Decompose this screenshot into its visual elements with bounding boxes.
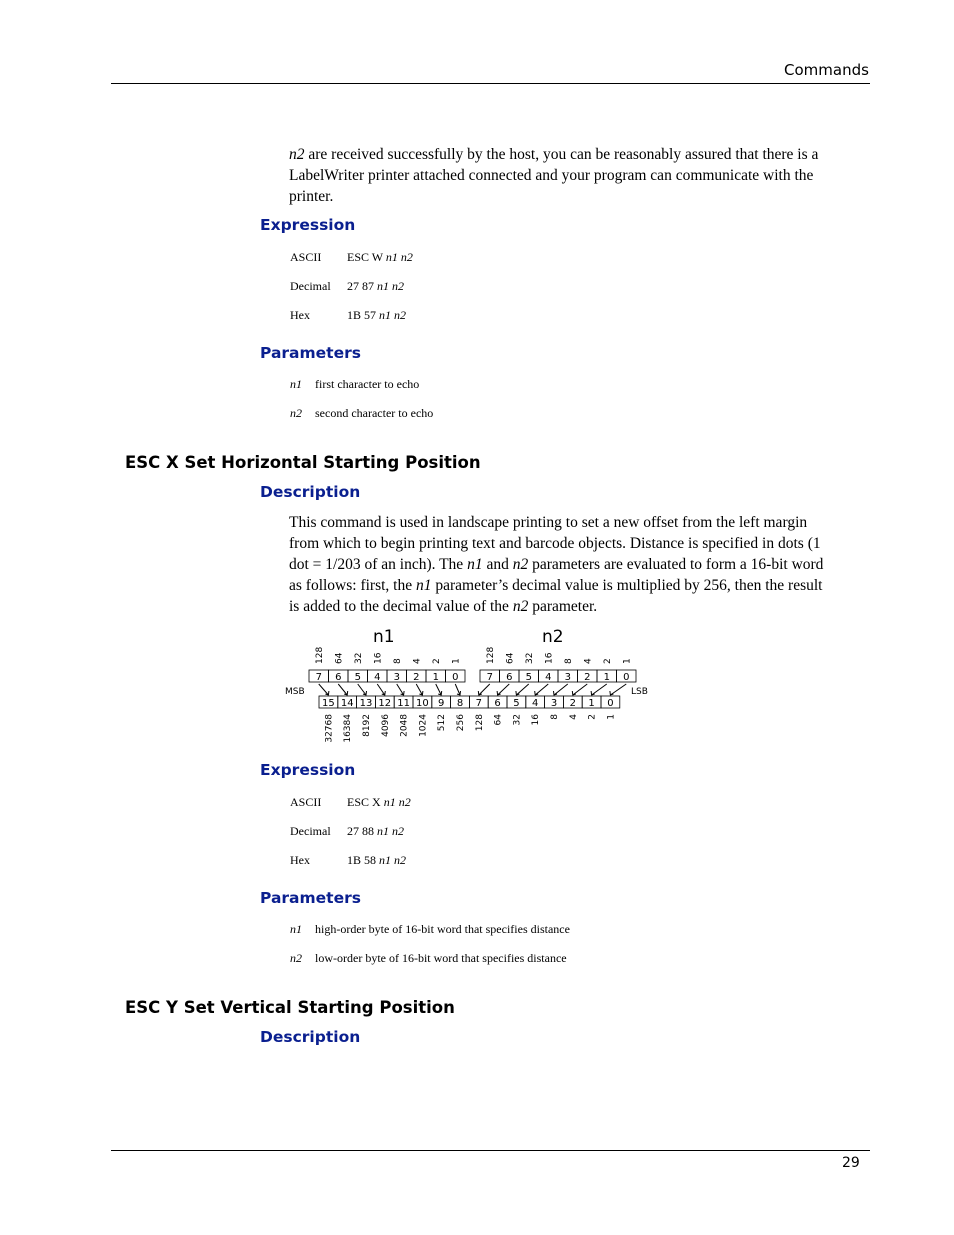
byte-weight-label: 1 xyxy=(622,658,633,664)
byte-weight-label: 128 xyxy=(314,646,325,664)
word-bit-label: 1 xyxy=(588,698,595,709)
intro-line-1-rest: are received successfully by the host, you can be reasonably assured that there is a xyxy=(304,146,819,163)
expr-args: n1 n2 xyxy=(379,853,407,867)
intro-line-1 xyxy=(289,144,849,165)
bit-mapping-arrow xyxy=(319,684,329,695)
esc-w-param-row-n2 xyxy=(290,406,433,421)
expr-args: n1 n2 xyxy=(379,308,407,322)
word-weight-label: 64 xyxy=(493,714,504,726)
word-bit-label: 12 xyxy=(378,698,392,709)
byte-weight-label: 2 xyxy=(431,658,442,664)
diagram-n2-label: n2 xyxy=(542,627,564,647)
byte-bit-label: 3 xyxy=(564,672,571,683)
bit-word-diagram xyxy=(280,622,660,747)
word-bit-label: 4 xyxy=(532,698,539,709)
word-weight-label: 32 xyxy=(512,714,523,726)
esc-w-parameters-heading: Parameters xyxy=(260,344,361,362)
word-weight-label: 256 xyxy=(456,714,466,732)
esc-w-expr-row-ascii xyxy=(290,250,413,265)
bit-mapping-arrow xyxy=(479,684,490,695)
word-bit-label: 0 xyxy=(607,698,614,709)
byte-bit-label: 2 xyxy=(413,672,420,683)
word-weight-label: 32768 xyxy=(324,714,335,743)
word-bit-label: 8 xyxy=(456,698,464,709)
param-desc: second character to echo xyxy=(315,406,434,420)
byte-weight-label: 128 xyxy=(485,646,496,664)
word-weight-label: 512 xyxy=(437,714,448,732)
intro-lead-var: n2 xyxy=(289,146,305,163)
esc-x-desc-line-1: This command is used in landscape printing to set a new offset from the left margin xyxy=(289,514,808,531)
expr-label: Hex xyxy=(290,853,310,867)
expr-label: ASCII xyxy=(290,250,322,264)
bit-mapping-arrow xyxy=(377,684,385,695)
esc-x-expr-row-decimal xyxy=(290,824,404,839)
param-name: n1 xyxy=(290,377,302,391)
bit-mapping-arrow xyxy=(516,684,528,695)
byte-weight-label: 16 xyxy=(373,652,384,664)
expr-value: 1B 57 xyxy=(347,308,377,322)
word-weight-label: 4 xyxy=(568,714,579,720)
bit-mapping-arrow xyxy=(338,684,347,695)
desc-text: dot = 1/203 of an inch). The xyxy=(289,556,468,573)
param-name: n2 xyxy=(290,406,302,420)
byte-weight-label: 32 xyxy=(524,652,535,664)
word-weight-label: 128 xyxy=(474,714,485,732)
esc-x-parameters-heading: Parameters xyxy=(260,889,361,907)
word-bit-label: 3 xyxy=(550,698,558,709)
esc-x-param-row-n2 xyxy=(290,951,567,966)
word-bit-label: 13 xyxy=(359,698,373,709)
expr-value: 27 88 xyxy=(347,824,374,838)
byte-bit-label: 0 xyxy=(623,672,630,683)
word-weight-label: 8192 xyxy=(362,714,372,737)
desc-var: n1 xyxy=(467,556,483,573)
byte-weight-label: 64 xyxy=(505,652,516,664)
expr-value: 27 87 xyxy=(347,279,374,293)
byte-weight-label: 2 xyxy=(602,658,613,664)
bit-mapping-arrow xyxy=(610,684,626,695)
param-name: n1 xyxy=(290,922,302,936)
byte-weight-label: 4 xyxy=(583,658,594,664)
esc-x-desc-line-3 xyxy=(289,554,849,575)
esc-x-desc-line-4 xyxy=(289,575,849,596)
expr-value: 1B 58 xyxy=(347,853,377,867)
desc-var: n1 xyxy=(416,577,432,594)
word-bit-label: 15 xyxy=(322,698,335,709)
word-bit-label: 5 xyxy=(513,698,520,709)
expr-args: n1 n2 xyxy=(377,279,404,293)
expr-args: n1 n2 xyxy=(385,250,413,264)
word-weight-label: 2 xyxy=(587,714,598,720)
byte-weight-label: 64 xyxy=(334,652,345,664)
esc-x-desc-line-5 xyxy=(289,596,849,617)
word-bit-label: 11 xyxy=(397,698,410,709)
byte-bit-label: 5 xyxy=(525,672,532,683)
desc-text: parameter. xyxy=(528,598,598,615)
word-bit-label: 2 xyxy=(569,698,576,709)
desc-var: n2 xyxy=(512,556,529,573)
word-bit-label: 10 xyxy=(416,698,429,709)
esc-x-description-heading: Description xyxy=(260,483,361,501)
byte-bit-label: 6 xyxy=(506,672,513,683)
word-weight-label: 16384 xyxy=(343,714,354,743)
desc-text: is added to the decimal value of the xyxy=(289,598,513,615)
diagram-lsb-label: LSB xyxy=(631,687,648,697)
esc-x-desc-line-2: from which to begin printing text and barcode objects. Distance is specified in dots (1 xyxy=(289,535,821,552)
expr-value: ESC W xyxy=(347,250,383,264)
word-weight-label: 1024 xyxy=(418,714,429,737)
byte-bit-label: 7 xyxy=(315,672,322,683)
bit-mapping-arrow xyxy=(498,684,510,695)
desc-text: as follows: first, the xyxy=(289,577,416,594)
byte-bit-label: 4 xyxy=(374,672,381,683)
esc-x-section-title: ESC X Set Horizontal Starting Position xyxy=(125,453,481,472)
running-header: Commands xyxy=(784,61,869,79)
intro-line-3: printer. xyxy=(289,188,334,205)
word-weight-label: 16 xyxy=(531,714,542,726)
byte-bit-label: 0 xyxy=(452,672,459,683)
word-weight-label: 4096 xyxy=(380,714,391,737)
bit-mapping-arrow xyxy=(436,684,441,695)
byte-weight-label: 32 xyxy=(353,652,364,664)
byte-bit-label: 1 xyxy=(603,672,610,683)
byte-weight-label: 8 xyxy=(392,658,403,664)
esc-w-expr-row-hex xyxy=(290,308,406,323)
bit-mapping-arrow xyxy=(358,684,366,695)
byte-bit-label: 4 xyxy=(545,672,552,683)
expr-label: Decimal xyxy=(290,824,331,838)
word-weight-label: 8 xyxy=(550,714,560,720)
byte-weight-label: 4 xyxy=(412,658,423,664)
expr-label: Decimal xyxy=(290,279,331,293)
diagram-msb-label: MSB xyxy=(285,687,305,697)
bit-mapping-arrow xyxy=(554,684,568,695)
desc-text: parameter’s decimal value is multiplied by 256, then the result xyxy=(431,577,823,594)
expr-args: n1 n2 xyxy=(377,824,404,838)
byte-bit-label: 7 xyxy=(486,672,493,683)
esc-y-section-title: ESC Y Set Vertical Starting Position xyxy=(125,998,455,1017)
bit-mapping-arrow xyxy=(535,684,548,695)
byte-bit-label: 1 xyxy=(432,672,439,683)
byte-weight-label: 16 xyxy=(544,652,555,664)
esc-x-expr-row-ascii xyxy=(290,795,411,810)
param-name: n2 xyxy=(290,951,302,965)
byte-bit-label: 3 xyxy=(393,672,400,683)
bit-mapping-arrow xyxy=(573,684,587,695)
word-bit-label: 9 xyxy=(438,698,445,709)
page-number: 29 xyxy=(842,1155,860,1171)
esc-x-param-row-n1 xyxy=(290,922,570,937)
esc-x-expr-row-hex xyxy=(290,853,406,868)
esc-x-expression-heading: Expression xyxy=(260,761,356,779)
param-desc: high-order byte of 16-bit word that specifies distance xyxy=(315,922,570,936)
desc-text: parameters are evaluated to form a 16-bit word xyxy=(528,556,824,573)
bit-mapping-arrow xyxy=(397,684,404,695)
byte-weight-label: 1 xyxy=(451,658,462,664)
expr-label: ASCII xyxy=(290,795,322,809)
intro-line-2: LabelWriter printer attached connected and your program can communicate with the xyxy=(289,167,814,184)
word-bit-label: 6 xyxy=(494,698,501,709)
byte-bit-label: 5 xyxy=(354,672,361,683)
esc-y-description-heading: Description xyxy=(260,1028,361,1046)
diagram-n1-label: n1 xyxy=(373,627,395,647)
esc-w-param-row-n1 xyxy=(290,377,419,392)
byte-bit-label: 2 xyxy=(584,672,591,683)
footer-rule xyxy=(111,1150,870,1151)
byte-bit-label: 6 xyxy=(335,672,342,683)
param-desc: low-order byte of 16-bit word that specifies distance xyxy=(315,951,567,965)
expr-args: n1 n2 xyxy=(383,795,411,809)
bit-mapping-arrow xyxy=(455,684,460,695)
word-bit-label: 14 xyxy=(340,698,354,709)
word-weight-label: 1 xyxy=(606,714,617,720)
esc-w-expression-heading: Expression xyxy=(260,216,356,234)
desc-var: n2 xyxy=(512,598,529,615)
header-rule xyxy=(111,83,870,84)
desc-text: and xyxy=(482,556,513,573)
esc-w-expr-row-decimal xyxy=(290,279,404,294)
byte-weight-label: 8 xyxy=(563,658,574,664)
expr-label: Hex xyxy=(290,308,310,322)
bit-mapping-arrow xyxy=(416,684,422,695)
bit-mapping-arrow xyxy=(592,684,607,695)
word-weight-label: 2048 xyxy=(399,714,410,737)
param-desc: first character to echo xyxy=(315,377,420,391)
word-bit-label: 7 xyxy=(475,698,482,709)
expr-value: ESC X xyxy=(347,795,381,809)
